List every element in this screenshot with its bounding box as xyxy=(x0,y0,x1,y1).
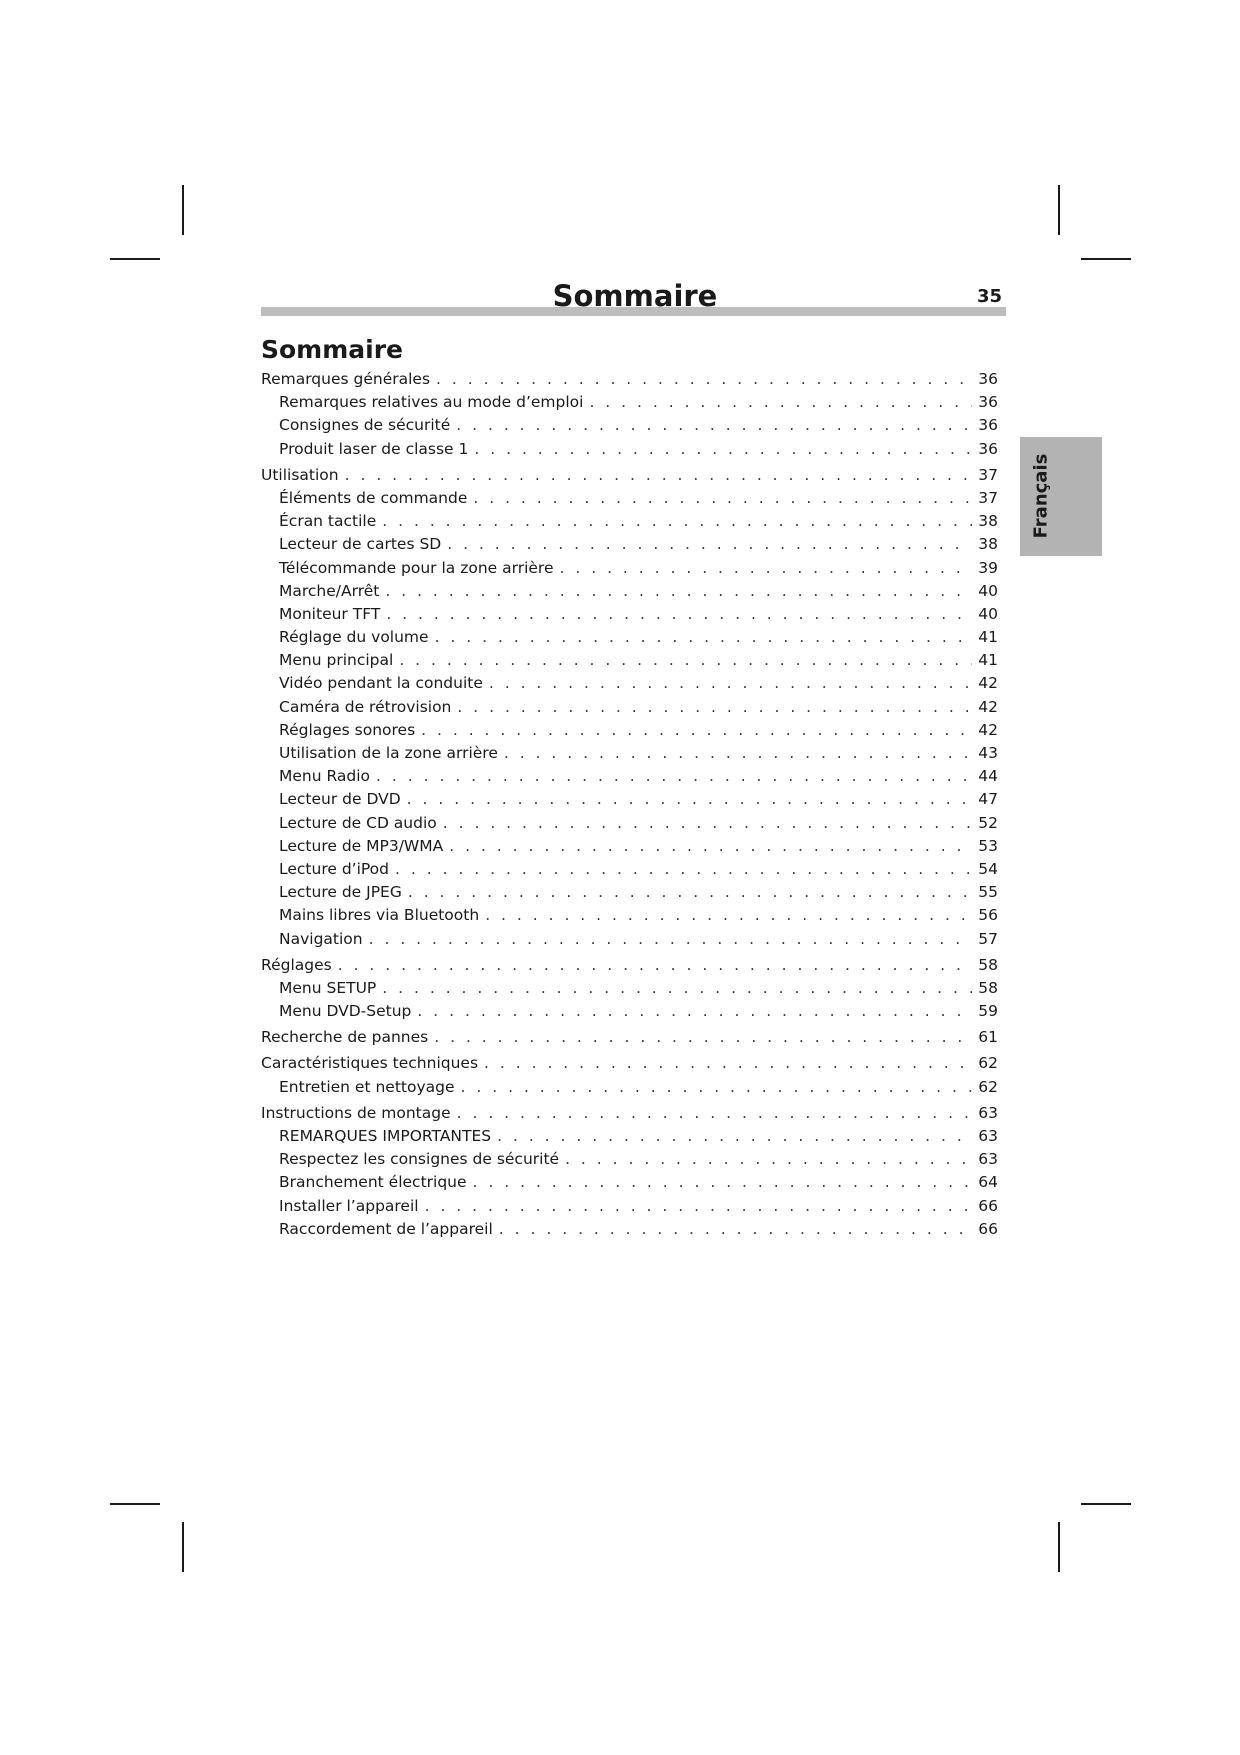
toc-entry-label: Lecteur de cartes SD xyxy=(279,535,442,554)
toc-entry-label: Menu Radio xyxy=(279,767,371,786)
toc-subentry[interactable] xyxy=(261,533,998,556)
toc-entry-label: Remarques relatives au mode d’emploi xyxy=(279,393,584,412)
toc-entry-page: 39 xyxy=(978,558,998,577)
toc-dot-leader xyxy=(407,788,973,811)
toc-entry-label: Menu principal xyxy=(279,651,394,670)
toc-entry-page: 44 xyxy=(978,767,998,786)
toc-dot-leader xyxy=(369,928,973,951)
toc-dot-leader xyxy=(376,765,972,788)
toc-entry-label: Lecture de JPEG xyxy=(279,883,402,902)
toc-entry-label: Produit laser de classe 1 xyxy=(279,439,469,458)
toc-entry-page: 42 xyxy=(978,674,998,693)
table-of-contents xyxy=(261,368,998,1241)
toc-entry-label: Réglages sonores xyxy=(279,720,416,739)
toc-subentry[interactable] xyxy=(261,580,998,603)
page-number: 35 xyxy=(976,286,1002,307)
toc-dot-leader xyxy=(382,977,972,1000)
toc-dot-leader xyxy=(421,719,972,742)
toc-dot-leader xyxy=(489,672,972,695)
toc-dot-leader xyxy=(382,510,972,533)
toc-entry-page: 57 xyxy=(978,929,998,948)
toc-dot-leader xyxy=(385,580,972,603)
toc-subentry[interactable] xyxy=(261,487,998,510)
header-title: Sommaire xyxy=(552,279,718,313)
toc-entry-page: 38 xyxy=(978,535,998,554)
toc-dot-leader xyxy=(417,1000,972,1023)
crop-mark-top-right-horizontal xyxy=(1081,258,1131,260)
toc-entry-page: 42 xyxy=(978,697,998,716)
toc-chapter-entry[interactable] xyxy=(261,368,998,391)
toc-entry-page: 55 xyxy=(978,883,998,902)
toc-entry-label: Caméra de rétrovision xyxy=(279,697,452,716)
toc-entry-page: 37 xyxy=(978,488,998,507)
crop-mark-bottom-right-vertical xyxy=(1058,1522,1060,1572)
toc-entry-page: 36 xyxy=(978,393,998,412)
toc-subentry[interactable] xyxy=(261,1076,998,1099)
toc-dot-leader xyxy=(338,954,973,977)
toc-subentry[interactable] xyxy=(261,1171,998,1194)
toc-entry-label: Utilisation de la zone arrière xyxy=(279,744,498,762)
toc-subentry[interactable] xyxy=(261,1218,998,1241)
toc-dot-leader xyxy=(473,1171,973,1194)
toc-subentry[interactable] xyxy=(261,719,998,742)
toc-entry-label: Instructions de montage xyxy=(261,1103,451,1122)
toc-entry-label: Vidéo pendant la conduite xyxy=(279,674,483,693)
toc-entry-label: Lecture d’iPod xyxy=(279,859,390,878)
toc-subentry[interactable] xyxy=(261,557,998,580)
toc-dot-leader xyxy=(589,391,972,414)
language-tab-label: Français xyxy=(1030,453,1052,539)
toc-subentry[interactable] xyxy=(261,1000,998,1023)
toc-entry-page: 54 xyxy=(978,859,998,878)
toc-dot-leader xyxy=(560,557,973,580)
toc-subentry[interactable] xyxy=(261,881,998,904)
toc-entry-label: REMARQUES IMPORTANTES xyxy=(279,1127,492,1145)
toc-chapter-entry[interactable] xyxy=(261,464,998,487)
toc-subentry[interactable] xyxy=(261,438,998,461)
toc-entry-page: 63 xyxy=(978,1150,998,1169)
toc-subentry[interactable] xyxy=(261,603,998,626)
toc-subentry[interactable] xyxy=(261,1195,998,1218)
toc-dot-leader xyxy=(435,626,973,649)
toc-entry-label: Moniteur TFT xyxy=(279,604,381,623)
toc-dot-leader xyxy=(474,438,972,461)
toc-entry-page: 42 xyxy=(978,720,998,739)
toc-dot-leader xyxy=(457,696,972,719)
toc-entry-page: 62 xyxy=(978,1077,998,1096)
toc-entry-label: Menu SETUP xyxy=(279,978,377,997)
toc-dot-leader xyxy=(497,1125,972,1148)
section-title: Sommaire xyxy=(261,335,404,364)
toc-chapter-entry[interactable] xyxy=(261,1026,998,1049)
toc-subentry[interactable] xyxy=(261,696,998,719)
toc-dot-leader xyxy=(565,1148,972,1171)
toc-entry-label: Télécommande pour la zone arrière xyxy=(279,558,554,577)
crop-mark-top-left-vertical xyxy=(182,185,184,235)
toc-dot-leader xyxy=(499,1218,972,1241)
toc-chapter-entry[interactable] xyxy=(261,1052,998,1075)
toc-entry-page: 58 xyxy=(978,955,998,974)
crop-mark-bottom-right-horizontal xyxy=(1081,1503,1131,1505)
toc-subentry[interactable] xyxy=(261,1125,998,1148)
toc-subentry[interactable] xyxy=(261,835,998,858)
toc-entry-label: Lecteur de DVD xyxy=(279,790,401,809)
toc-entry-label: Recherche de pannes xyxy=(261,1028,429,1047)
toc-entry-page: 64 xyxy=(978,1173,998,1192)
toc-dot-leader xyxy=(443,812,973,835)
toc-entry-page: 43 xyxy=(978,744,998,762)
toc-subentry[interactable] xyxy=(261,858,998,881)
toc-entry-label: Remarques générales xyxy=(261,370,431,388)
toc-chapter-entry[interactable] xyxy=(261,954,998,977)
toc-entry-page: 47 xyxy=(978,790,998,809)
toc-dot-leader xyxy=(436,368,972,391)
toc-subentry[interactable] xyxy=(261,414,998,437)
toc-subentry[interactable] xyxy=(261,977,998,1000)
toc-entry-page: 59 xyxy=(978,1002,998,1021)
toc-dot-leader xyxy=(473,487,972,510)
toc-entry-page: 40 xyxy=(978,604,998,623)
toc-subentry[interactable] xyxy=(261,510,998,533)
toc-entry-page: 36 xyxy=(978,370,998,388)
toc-dot-leader xyxy=(456,414,972,437)
toc-entry-label: Menu DVD-Setup xyxy=(279,1002,412,1021)
toc-dot-leader xyxy=(408,881,972,904)
toc-chapter-entry[interactable] xyxy=(261,1102,998,1125)
toc-subentry[interactable] xyxy=(261,904,998,927)
toc-entry-label: Respectez les consignes de sécurité xyxy=(279,1150,560,1169)
toc-dot-leader xyxy=(484,1052,972,1075)
crop-mark-top-right-vertical xyxy=(1058,185,1060,235)
toc-entry-label: Caractéristiques techniques xyxy=(261,1054,479,1073)
toc-dot-leader xyxy=(504,742,972,765)
toc-subentry[interactable] xyxy=(261,812,998,835)
toc-entry-page: 56 xyxy=(978,906,998,925)
toc-dot-leader xyxy=(449,835,972,858)
toc-dot-leader xyxy=(395,858,972,881)
crop-mark-bottom-left-horizontal xyxy=(110,1503,160,1505)
toc-entry-page: 41 xyxy=(978,628,998,647)
toc-dot-leader xyxy=(399,649,972,672)
toc-entry-label: Navigation xyxy=(279,929,363,948)
crop-mark-top-left-horizontal xyxy=(110,258,160,260)
toc-entry-page: 40 xyxy=(978,581,998,600)
toc-entry-label: Branchement électrique xyxy=(279,1173,467,1192)
toc-entry-page: 53 xyxy=(978,836,998,855)
toc-entry-page: 38 xyxy=(978,512,998,531)
crop-mark-bottom-left-vertical xyxy=(182,1522,184,1572)
toc-entry-page: 37 xyxy=(978,465,998,484)
toc-entry-page: 63 xyxy=(978,1127,998,1145)
toc-dot-leader xyxy=(461,1076,973,1099)
toc-entry-page: 41 xyxy=(978,651,998,670)
toc-entry-label: Écran tactile xyxy=(279,512,377,531)
toc-subentry[interactable] xyxy=(261,928,998,951)
toc-entry-label: Éléments de commande xyxy=(279,488,468,507)
toc-entry-page: 66 xyxy=(978,1196,998,1215)
toc-entry-label: Marche/Arrêt xyxy=(279,581,380,600)
toc-entry-page: 36 xyxy=(978,416,998,435)
toc-entry-page: 58 xyxy=(978,978,998,997)
toc-entry-page: 52 xyxy=(978,813,998,832)
toc-dot-leader xyxy=(345,464,973,487)
toc-subentry[interactable] xyxy=(261,649,998,672)
toc-entry-label: Réglage du volume xyxy=(279,628,429,647)
toc-entry-label: Réglages xyxy=(261,955,332,974)
toc-subentry[interactable] xyxy=(261,1148,998,1171)
toc-subentry[interactable] xyxy=(261,672,998,695)
toc-entry-label: Lecture de CD audio xyxy=(279,813,437,832)
toc-entry-label: Utilisation xyxy=(261,465,339,484)
toc-entry-label: Consignes de sécurité xyxy=(279,416,451,435)
toc-dot-leader xyxy=(485,904,972,927)
toc-dot-leader xyxy=(425,1195,973,1218)
toc-entry-page: 66 xyxy=(978,1219,998,1238)
toc-entry-page: 62 xyxy=(978,1054,998,1073)
toc-entry-label: Lecture de MP3/WMA xyxy=(279,836,444,855)
toc-entry-label: Entretien et nettoyage xyxy=(279,1077,455,1096)
toc-entry-page: 36 xyxy=(978,439,998,458)
toc-dot-leader xyxy=(457,1102,973,1125)
toc-entry-page: 61 xyxy=(978,1028,998,1047)
toc-entry-label: Mains libres via Bluetooth xyxy=(279,906,480,925)
toc-entry-label: Installer l’appareil xyxy=(279,1196,419,1215)
toc-entry-page: 63 xyxy=(978,1103,998,1122)
toc-dot-leader xyxy=(447,533,972,556)
toc-subentry[interactable] xyxy=(261,765,998,788)
toc-subentry[interactable] xyxy=(261,788,998,811)
toc-subentry[interactable] xyxy=(261,742,998,765)
toc-subentry[interactable] xyxy=(261,626,998,649)
toc-entry-label: Raccordement de l’appareil xyxy=(279,1219,493,1238)
toc-subentry[interactable] xyxy=(261,391,998,414)
toc-dot-leader xyxy=(434,1026,972,1049)
toc-dot-leader xyxy=(386,603,972,626)
